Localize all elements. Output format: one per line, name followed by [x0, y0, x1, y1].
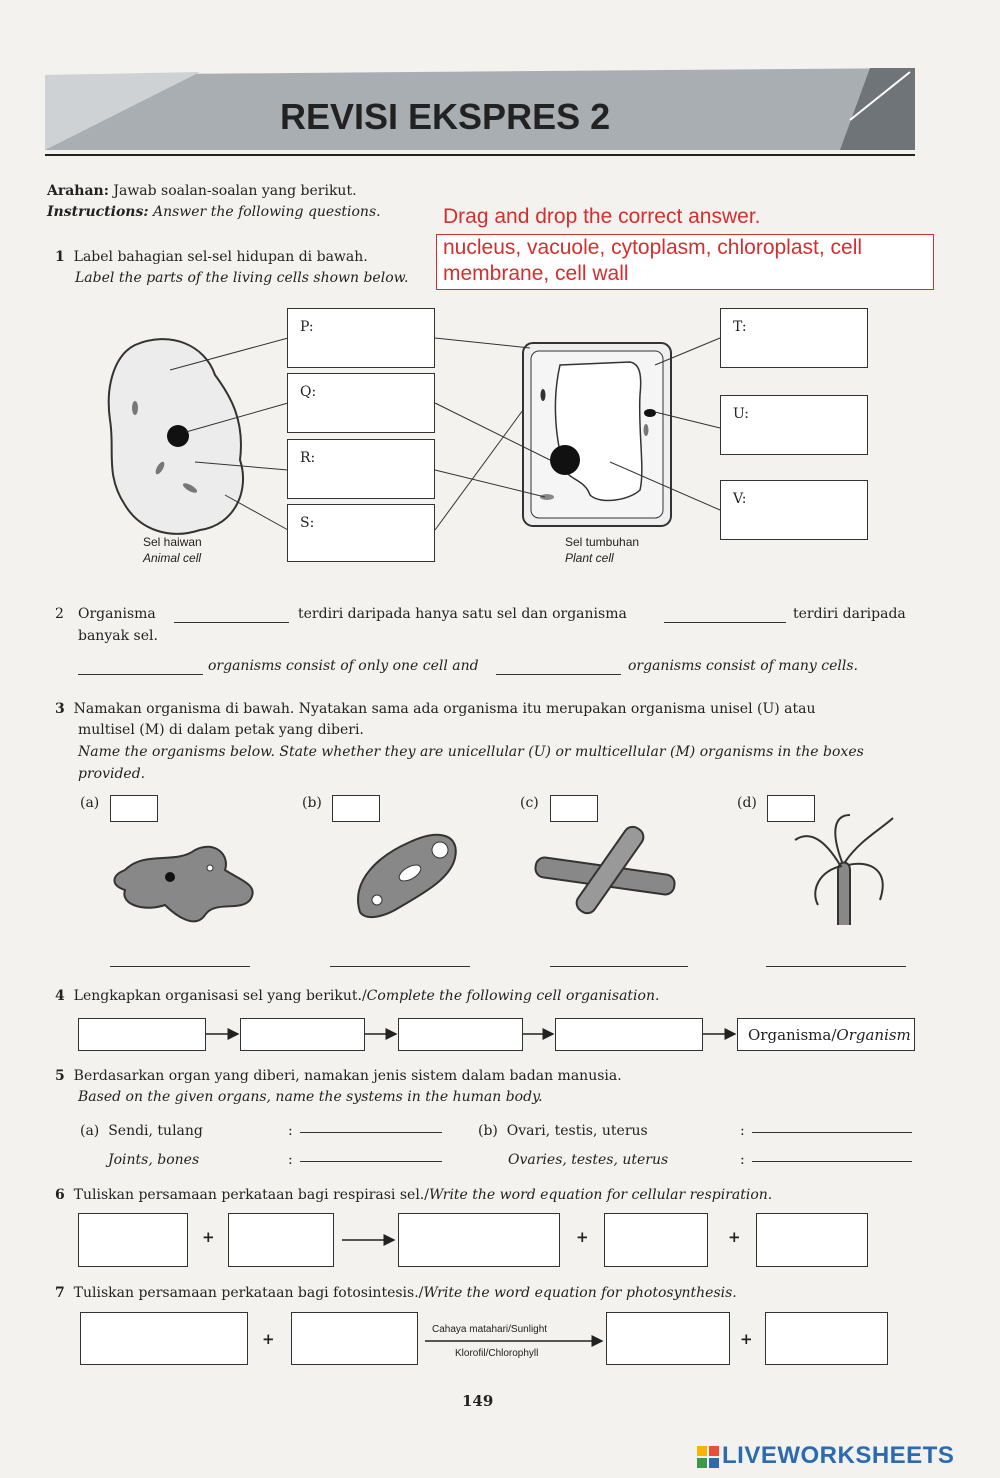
- q1-en: Label the parts of the living cells shown below.: [75, 270, 409, 286]
- q5a-colon-1: :: [288, 1123, 293, 1139]
- q5b-colon-2: :: [740, 1152, 745, 1168]
- q3-item-a-label: (a): [80, 795, 100, 811]
- q7-box-4[interactable]: [765, 1312, 888, 1365]
- liveworksheets-logo-icon: [697, 1446, 719, 1468]
- q4-prompt: 4 Lengkapkan organisasi sel yang berikut./Complete the following cell organisation.: [55, 988, 660, 1004]
- q5a-colon-2: :: [288, 1152, 293, 1168]
- q5a-ms: (a) Sendi, tulang: [80, 1123, 203, 1139]
- q6-plus-2: +: [576, 1228, 589, 1246]
- page-number: 149: [462, 1392, 494, 1410]
- label-box-r[interactable]: R:: [287, 439, 435, 499]
- q5b-ms: (b) Ovari, testis, uterus: [478, 1123, 648, 1139]
- label-box-p[interactable]: P:: [287, 308, 435, 368]
- q5b-colon-1: :: [740, 1123, 745, 1139]
- q2-ms-c: terdiri daripada: [793, 606, 906, 622]
- q3-en-line1: Name the organisms below. State whether they are unicellular (U) or multicellular (M) organisms in the boxes: [78, 744, 864, 760]
- q2-en-a: organisms consist of only one cell and: [208, 658, 479, 674]
- q2-num: 2: [55, 606, 64, 622]
- brand-name: LIVEWORKSHEETS: [722, 1442, 955, 1469]
- q5-ms: 5 Berdasarkan organ yang diberi, namakan jenis sistem dalam badan manusia.: [55, 1068, 622, 1084]
- label-box-t[interactable]: T:: [720, 308, 868, 368]
- q6-plus-1: +: [202, 1228, 215, 1246]
- q7-arrow-top: Cahaya matahari/Sunlight: [432, 1324, 548, 1335]
- label-box-q[interactable]: Q:: [287, 373, 435, 433]
- page-title: REVISI EKSPRES 2: [280, 96, 611, 137]
- q7-plus-2: +: [740, 1330, 753, 1348]
- q3-item-b-label: (b): [302, 795, 322, 811]
- q2-en-b: organisms consist of many cells.: [628, 658, 859, 674]
- q7-box-3[interactable]: [606, 1312, 730, 1365]
- q3-ms-line1: 3 Namakan organisma di bawah. Nyatakan sama ada organisma itu merupakan organisma unisel (U) atau: [55, 701, 816, 717]
- instructions-ms: Arahan: Jawab soalan-soalan yang berikut.: [47, 183, 357, 199]
- animal-cell-caption-ms: Sel haiwan: [143, 535, 202, 549]
- q5a-en: Joints, bones: [108, 1152, 200, 1168]
- plant-cell-caption-ms: Sel tumbuhan: [565, 535, 640, 549]
- q3-item-d-label: (d): [737, 795, 757, 811]
- q1-ms: 1 Label bahagian sel-sel hidupan di bawah.: [55, 249, 368, 265]
- q3-ms-line2: multisel (M) di dalam petak yang diberi.: [78, 722, 364, 738]
- label-box-s[interactable]: S:: [287, 504, 435, 562]
- q7-plus-1: +: [262, 1330, 275, 1348]
- label-box-u[interactable]: U:: [720, 395, 868, 455]
- q2-ms-d: banyak sel.: [78, 628, 158, 644]
- q7-prompt: 7 Tuliskan persamaan perkataan bagi fotosintesis./Write the word equation for photosynthesis.: [55, 1285, 737, 1301]
- instructions-en: Instructions: Answer the following questions.: [47, 204, 381, 220]
- q5-en: Based on the given organs, name the systems in the human body.: [78, 1089, 543, 1105]
- q6-plus-3: +: [728, 1228, 741, 1246]
- q3-en-line2: provided.: [78, 766, 146, 782]
- q5b-en: Ovaries, testes, uterus: [508, 1152, 669, 1168]
- plant-cell-caption-en: Plant cell: [565, 551, 614, 565]
- q6-prompt: 6 Tuliskan persamaan perkataan bagi respirasi sel./Write the word equation for cellular respiration.: [55, 1187, 773, 1203]
- dragdrop-options: nucleus, vacuole, cytoplasm, chloroplast, cell membrane, cell wall: [436, 234, 934, 290]
- q2-ms-b: terdiri daripada hanya satu sel dan organisma: [298, 606, 627, 622]
- q4-final-box: Organisma/Organism: [737, 1018, 915, 1051]
- q2-ms-a: Organisma: [78, 606, 156, 622]
- q7-arrow-bottom: Klorofil/Chlorophyll: [455, 1348, 539, 1359]
- dragdrop-prompt: Drag and drop the correct answer.: [443, 205, 761, 228]
- animal-cell-caption-en: Animal cell: [143, 551, 202, 565]
- label-box-v[interactable]: V:: [720, 480, 868, 540]
- q3-item-c-label: (c): [520, 795, 539, 811]
